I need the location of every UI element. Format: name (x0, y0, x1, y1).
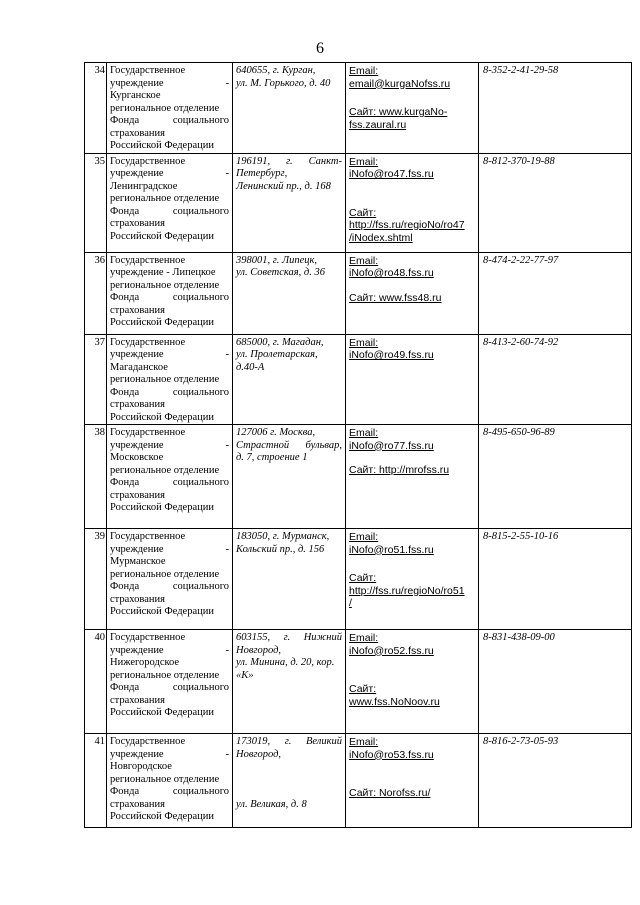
address-line: 398001, г. Липецк, (236, 254, 318, 266)
name-line: социального (172, 581, 229, 592)
name-line: региональное отделение (110, 279, 220, 291)
name-line: Российской Федерации (110, 317, 214, 328)
address-line: д. 7, строение 1 (236, 452, 308, 463)
name-line: Фонда (110, 205, 140, 217)
phone: 8-495-650-96-89 (479, 425, 632, 529)
address-line: ул. Великая, д. 8 (236, 799, 307, 810)
name-line: Государственное (110, 736, 186, 747)
email-label: Email: (349, 632, 379, 644)
address-word: Санкт- (308, 155, 342, 167)
name-line: региональное отделение (110, 102, 220, 114)
name-line: Российской Федерации (110, 811, 214, 822)
name-dash: - (225, 748, 229, 760)
address-line: ул. Советская, д. 36 (236, 267, 325, 278)
address-line: 640655, г. Курган, (236, 65, 316, 76)
contacts (346, 334, 479, 425)
name-line: Государственное (110, 531, 186, 542)
organization-name (107, 734, 233, 828)
name-line: учреждение (110, 644, 164, 656)
name-line: Государственное (110, 254, 186, 266)
name-line: Курганское (110, 90, 161, 101)
contacts (346, 153, 479, 252)
name-line: Государственное (110, 632, 186, 643)
website-label: Сайт: (349, 572, 377, 584)
name-line: Фонда (110, 477, 140, 488)
contacts (346, 63, 479, 154)
page-number: 6 (316, 40, 324, 57)
address-line: 127006 г. Москва, (236, 427, 316, 438)
name-line: Новгородское (110, 761, 172, 772)
name-line: Фонда (110, 682, 140, 693)
organization-name (107, 425, 233, 529)
organization-name (107, 334, 233, 425)
name-line: региональное отделение (110, 464, 220, 476)
website-link[interactable]: Сайт: www.fss48.ru (349, 291, 442, 304)
email-label: Email: (349, 531, 379, 543)
name-line: Государственное (110, 427, 186, 438)
name-line: Московское (110, 452, 164, 463)
website-link[interactable]: Сайт: http://mrofss.ru (349, 464, 450, 476)
email-label: Email: (349, 427, 379, 439)
name-line: Государственное (110, 336, 186, 348)
name-line: Фонда (110, 292, 140, 303)
name-line: страхования (110, 798, 165, 810)
address-line: ул. Пролетарская, (236, 349, 318, 360)
name-line: Российской Федерации (110, 411, 214, 423)
name-line: учреждение (110, 77, 164, 89)
address (233, 734, 346, 828)
name-line: учреждение (110, 543, 164, 555)
website-link[interactable]: http://fss.ru/regioNo/ro47 (349, 219, 465, 231)
address-line: ул. Минина, д. 20, кор. (236, 657, 335, 668)
row-number: 35 (85, 153, 107, 252)
name-line: социального (172, 786, 229, 797)
email-link[interactable]: email@kurgaNofss.ru (349, 77, 451, 90)
name-line: Государственное (110, 65, 186, 76)
name-dash: - (225, 543, 229, 555)
contacts (346, 734, 479, 828)
name-line: учреждение (110, 168, 164, 179)
name-line: региональное отделение (110, 568, 220, 580)
contacts (346, 425, 479, 529)
name-line: Российской Федерации (110, 140, 214, 151)
address-line: Ленинский пр., д. 168 (236, 180, 331, 192)
name-line: социального (172, 477, 229, 488)
email-link[interactable]: iNofo@ro53.fss.ru (349, 748, 434, 761)
email-label: Email: (349, 65, 379, 77)
address-word: Великий (305, 736, 342, 747)
address-word: 196191, (236, 155, 271, 167)
name-line: социального (172, 115, 229, 126)
name-line: Фонда (110, 115, 140, 126)
address-line: 685000, г. Магадан, (236, 336, 324, 348)
name-line: Российской Федерации (110, 502, 214, 513)
contacts (346, 252, 479, 334)
row-number: 38 (85, 425, 107, 529)
name-line: учреждение (110, 748, 164, 760)
email-link[interactable]: iNofo@ro49.fss.ru (349, 349, 434, 361)
address-word: бульвар, (305, 439, 342, 451)
address-word: Нижний (303, 632, 342, 643)
name-line: Российской Федерации (110, 707, 214, 718)
organization-name (107, 63, 233, 154)
table-row (85, 63, 632, 154)
row-number: 37 (85, 334, 107, 425)
table-row (85, 630, 632, 734)
name-line: страхования (110, 694, 165, 706)
table-row (85, 252, 632, 334)
phone: 8-474-2-22-77-97 (479, 252, 632, 334)
website-link[interactable]: Сайт: www.kurgaNo- (349, 106, 448, 118)
name-line: социального (172, 205, 229, 217)
address (233, 630, 346, 734)
row-number: 34 (85, 63, 107, 154)
address (233, 63, 346, 154)
row-number: 39 (85, 529, 107, 630)
address-line: Кольский пр., д. 156 (236, 543, 325, 555)
email-link[interactable]: iNofo@ro47.fss.ru (349, 168, 434, 180)
name-line: Фонда (110, 786, 140, 797)
name-line: Мурманское (110, 556, 166, 567)
address-word: Страстной (236, 439, 290, 451)
name-line: Ленинградское (110, 180, 178, 192)
email-link[interactable]: iNofo@ro77.fss.ru (349, 439, 434, 452)
email-link[interactable]: iNofo@ro48.fss.ru (349, 267, 434, 279)
name-dash: - (225, 644, 229, 656)
name-line: Нижегородское (110, 657, 180, 668)
name-dash: - (225, 349, 229, 360)
table-row (85, 334, 632, 425)
phone: 8-815-2-55-10-16 (479, 529, 632, 630)
phone: 8-816-2-73-05-93 (479, 734, 632, 828)
email-label: Email: (349, 254, 379, 267)
fss-offices-table (84, 62, 632, 828)
row-number: 40 (85, 630, 107, 734)
address-word: 603155, (236, 632, 271, 643)
organization-name (107, 252, 233, 334)
website-label: Сайт: (349, 683, 377, 695)
name-line: Российской Федерации (110, 606, 214, 617)
email-link[interactable]: iNofo@ro52.fss.ru (349, 644, 434, 657)
website-link[interactable]: /iNodex.shtml (349, 231, 413, 244)
name-dash: - (225, 439, 229, 451)
address (233, 529, 346, 630)
phone: 8-352-2-41-29-58 (479, 63, 632, 154)
address-line: Новгород, (236, 644, 282, 656)
row-number: 41 (85, 734, 107, 828)
name-dash: - (225, 168, 229, 179)
table-row (85, 153, 632, 252)
address-word: г. (283, 632, 291, 643)
phone: 8-812-370-19-88 (479, 153, 632, 252)
name-line: страхования (110, 489, 165, 501)
contacts (346, 630, 479, 734)
name-line: Магаданское (110, 361, 168, 373)
name-line: социального (172, 682, 229, 693)
phone: 8-413-2-60-74-92 (479, 334, 632, 425)
website-label: Сайт: (349, 206, 377, 219)
address-line: Новгород, (236, 748, 282, 760)
organization-name (107, 153, 233, 252)
name-line: учреждение (110, 439, 164, 451)
name-line: региональное отделение (110, 669, 220, 681)
address-line: д.40-А (236, 361, 265, 373)
website-link[interactable]: Сайт: Norofss.ru/ (349, 787, 431, 799)
name-line: социального (172, 386, 229, 398)
name-line: страхования (110, 593, 165, 605)
phone: 8-831-438-09-00 (479, 630, 632, 734)
email-label: Email: (349, 155, 379, 168)
organization-name (107, 529, 233, 630)
organization-name (107, 630, 233, 734)
website-link[interactable]: www.fss.NoNoov.ru (349, 695, 440, 708)
address-word: 173019, (236, 736, 271, 747)
website-link[interactable]: fss.zaural.ru (349, 118, 407, 131)
address-word: г. (286, 155, 293, 167)
table-row (85, 425, 632, 529)
address-line: 183050, г. Мурманск, (236, 531, 330, 542)
name-line: региональное отделение (110, 193, 220, 204)
website-link[interactable]: / (349, 597, 352, 609)
address (233, 425, 346, 529)
name-line: страхования (110, 399, 165, 410)
name-line: Российской Федерации (110, 230, 214, 242)
name-line: региональное отделение (110, 374, 220, 385)
email-label: Email: (349, 336, 379, 349)
row-number: 36 (85, 252, 107, 334)
name-dash: - (225, 77, 229, 89)
name-line: Фонда (110, 386, 140, 398)
name-line: социального (172, 292, 229, 303)
address-line: Петербург, (236, 168, 288, 179)
address-line: «К» (236, 669, 254, 681)
email-label: Email: (349, 736, 379, 748)
address (233, 334, 346, 425)
name-line: учреждение - Липецкое (110, 267, 216, 278)
address-word: г. (284, 736, 292, 747)
contacts (346, 529, 479, 630)
email-link[interactable]: iNofo@ro51.fss.ru (349, 543, 434, 556)
name-line: страхования (110, 218, 165, 229)
name-line: Фонда (110, 581, 140, 592)
name-line: учреждение (110, 349, 164, 360)
name-line: страхования (110, 304, 165, 316)
table-row (85, 734, 632, 828)
address (233, 252, 346, 334)
name-line: Государственное (110, 155, 186, 167)
address (233, 153, 346, 252)
website-link[interactable]: http://fss.ru/regioNo/ro51 (349, 584, 465, 597)
address-line: ул. М. Горького, д. 40 (236, 77, 331, 89)
name-line: страхования (110, 127, 165, 139)
name-line: региональное отделение (110, 773, 220, 785)
table-row (85, 529, 632, 630)
